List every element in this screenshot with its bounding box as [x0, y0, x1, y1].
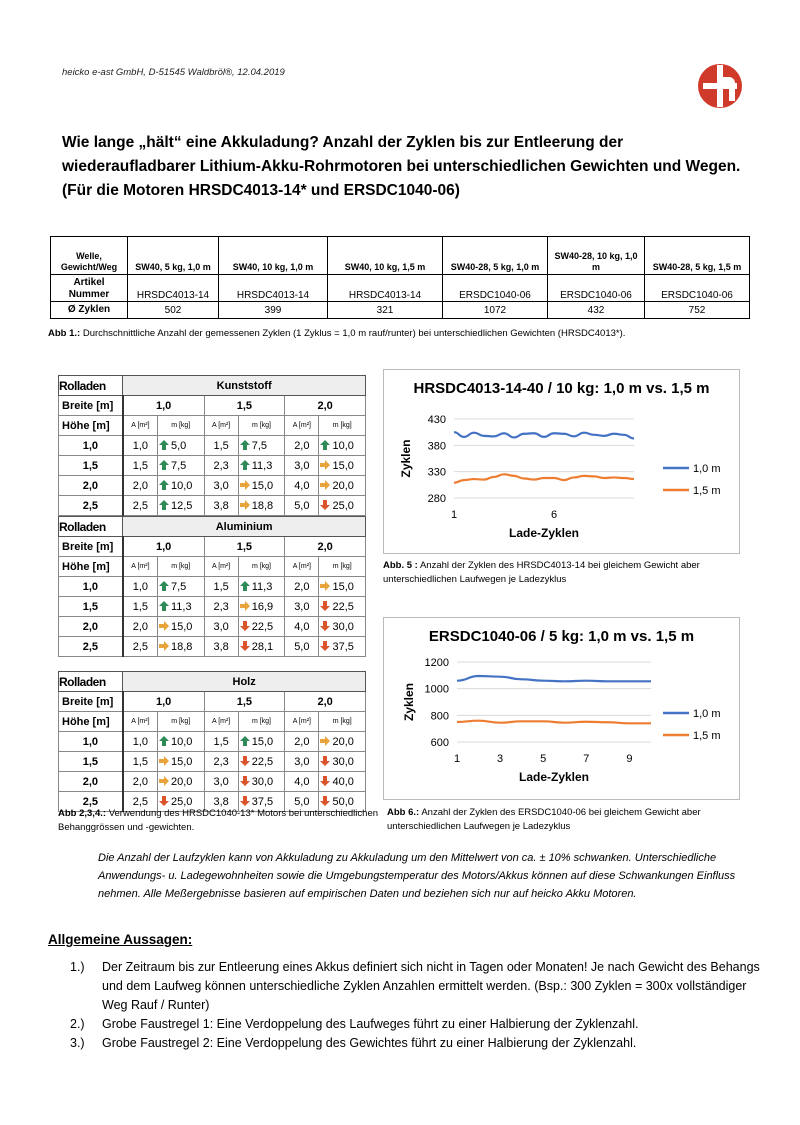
area-cell: 5,0 — [285, 792, 319, 812]
caption-label: Abb 6.: — [387, 807, 420, 818]
mass-value: 15,0 — [332, 581, 354, 593]
breite-label: Breite [m] — [59, 537, 123, 557]
area-cell: 3,8 — [204, 792, 238, 812]
y-tick-label: 600 — [430, 737, 449, 749]
area-cell: 1,0 — [123, 436, 158, 456]
config-cell: SW40-28, 10 kg, 1,0 m — [548, 237, 645, 275]
legend-label: 1,5 m — [693, 485, 721, 497]
chart-ersdc — [383, 617, 740, 800]
config-cell: SW40-28, 5 kg, 1,0 m — [443, 237, 548, 275]
config-cell: SW40, 10 kg, 1,5 m — [328, 237, 443, 275]
x-tick-label: 1 — [450, 509, 458, 521]
tables-caption — [58, 807, 378, 835]
y-tick-label: 280 — [427, 493, 446, 505]
article-cell: ERSDC1040-06 — [443, 275, 548, 302]
arrow-right-icon — [319, 735, 331, 747]
mass-value: 15,0 — [170, 621, 193, 633]
height-header: 1,0 — [59, 577, 123, 597]
list-text: Grobe Faustregel 1: Eine Verdoppelung des Laufweges führt zu einer Halbierung der Zyklenzahl. — [102, 1017, 639, 1031]
x-tick-label: 9 — [626, 753, 633, 765]
material-table-holz — [58, 671, 366, 812]
arrow-right-icon — [158, 620, 170, 632]
mass-cell — [157, 732, 204, 752]
height-header: 1,5 — [59, 752, 123, 772]
arrow-right-icon — [158, 755, 170, 767]
list-number: 1.) — [70, 960, 85, 974]
mass-value: 15,0 — [251, 480, 274, 492]
height-header: 2,5 — [59, 792, 123, 812]
mass-value: 28,1 — [251, 641, 274, 653]
mass-cell — [319, 752, 366, 772]
area-cell: 2,5 — [123, 637, 158, 657]
mass-cell — [319, 597, 366, 617]
y-tick-label: 1000 — [424, 683, 449, 696]
material-name: Holz — [123, 672, 366, 692]
mass-value: 7,5 — [251, 440, 268, 452]
area-cell: 2,0 — [285, 436, 319, 456]
height-header: 2,0 — [59, 617, 123, 637]
mass-cell — [319, 772, 366, 792]
breite-label: Breite [m] — [59, 692, 123, 712]
mass-value: 18,8 — [170, 641, 193, 653]
area-cell: 1,0 — [123, 732, 158, 752]
area-cell: 2,0 — [123, 476, 158, 496]
list-number: 3.) — [70, 1036, 85, 1050]
width-header: 1,0 — [123, 692, 204, 712]
chart-title: ERSDC1040-06 / 5 kg: 1,0 m vs. 1,5 m — [428, 628, 695, 645]
mass-cell — [238, 456, 285, 476]
area-cell: 2,3 — [204, 752, 238, 772]
page-title: Wie lange „hält“ eine Akkuladung? Anzahl der Zyklen bis zur Entleerung der wiederaufladbarer Lithium-Akku-Rohrmotoren bei unterschiedlichen Gewichten und Wegen. (Für die Motoren HRSDC4013-14* und ERSDC1040-06) — [62, 134, 741, 199]
chart2-caption — [387, 806, 757, 834]
legend-label: 1,0 m — [693, 708, 721, 720]
material-table-kunststoff — [58, 375, 366, 516]
mass-cell — [319, 637, 366, 657]
area-cell: 5,0 — [285, 496, 319, 516]
area-cell: 2,3 — [204, 456, 238, 476]
caption-text: Anzahl der Zyklen des ERSDC1040-06 bei gleichem Gewicht aber unterschiedlichen Laufwegen je Ladezyklus — [387, 807, 701, 832]
x-tick-label: 1 — [453, 753, 461, 765]
mass-cell — [157, 577, 204, 597]
mass-cell — [319, 496, 366, 516]
arrow-up-icon — [239, 580, 251, 592]
height-header: 2,0 — [59, 772, 123, 792]
width-header: 1,5 — [204, 396, 285, 416]
width-header: 2,0 — [285, 692, 366, 712]
mass-value: 30,0 — [251, 776, 274, 788]
arrow-right-icon — [319, 479, 331, 491]
y-tick-label: 380 — [427, 440, 446, 453]
config-cell: SW40, 5 kg, 1,0 m — [128, 237, 219, 275]
cycles-cell: 399 — [219, 302, 328, 319]
mass-value: 37,5 — [332, 641, 354, 653]
area-cell: 3,0 — [285, 456, 319, 476]
caption-label: Abb 1.: — [48, 328, 81, 339]
arrow-down-icon — [158, 795, 170, 807]
mass-value: 7,5 — [170, 581, 187, 593]
area-cell: 1,5 — [204, 577, 238, 597]
row-header-article: Artikel Nummer — [51, 275, 128, 302]
height-header: 1,0 — [59, 732, 123, 752]
arrow-down-icon — [319, 640, 331, 652]
chart1-caption — [383, 559, 753, 587]
mass-value: 10,0 — [170, 736, 193, 748]
arrow-up-icon — [239, 459, 251, 471]
y-tick-label: 330 — [427, 466, 446, 479]
arrow-right-icon — [239, 479, 251, 491]
article-cell: HRSDC4013-14 — [219, 275, 328, 302]
mass-value: 10,0 — [170, 480, 193, 492]
area-cell: 2,5 — [123, 496, 158, 516]
mass-cell — [319, 617, 366, 637]
area-header: A [m²] — [123, 557, 158, 577]
arrow-down-icon — [239, 775, 251, 787]
arrow-down-icon — [319, 755, 331, 767]
area-cell: 4,0 — [285, 617, 319, 637]
mass-value: 15,0 — [170, 756, 193, 768]
note-paragraph: Die Anzahl der Laufzyklen kann von Akkuladung zu Akkuladung um den Mittelwert von ca. ± 10% schwanken. Unterschiedliche Anwendungs- u. Ladegewohnheiten sowie die Umgebungstemperatur des Motors/Akkus können auf diese Schwankungen Einfluss nehmen. Alle Meßergebnisse basieren auf empirischen Daten und beziehen sich nur auf heicko Akku Motoren. — [98, 852, 736, 900]
mass-cell — [238, 476, 285, 496]
document-header: heicko e-ast GmbH, D-51545 Waldbröl®, 12.04.2019 — [62, 67, 285, 78]
mass-cell — [238, 436, 285, 456]
list-item — [70, 1015, 760, 1034]
arrow-up-icon — [158, 439, 170, 451]
mass-value: 20,0 — [332, 736, 354, 748]
mass-header: m [kg] — [319, 416, 366, 436]
width-header: 1,5 — [204, 537, 285, 557]
mass-value: 50,0 — [332, 796, 354, 808]
arrow-up-icon — [239, 439, 251, 451]
area-cell: 1,5 — [123, 597, 158, 617]
mass-value: 15,0 — [332, 460, 354, 472]
area-cell: 3,0 — [285, 597, 319, 617]
arrow-right-icon — [158, 775, 170, 787]
cycles-cell: 432 — [548, 302, 645, 319]
height-header: 2,0 — [59, 476, 123, 496]
height-header: 1,5 — [59, 597, 123, 617]
mass-cell — [319, 732, 366, 752]
row-header-cycles: Ø Zyklen — [51, 302, 128, 319]
arrow-right-icon — [158, 640, 170, 652]
area-header: A [m²] — [285, 557, 319, 577]
mass-value: 22,5 — [251, 621, 274, 633]
area-cell: 1,0 — [123, 577, 158, 597]
mass-value: 5,0 — [170, 440, 187, 452]
mass-cell — [238, 617, 285, 637]
x-tick-label: 7 — [583, 753, 590, 765]
article-cell: HRSDC4013-14 — [128, 275, 219, 302]
width-header: 1,5 — [204, 692, 285, 712]
row-header-config: Welle, Gewicht/Weg — [51, 237, 128, 275]
arrow-up-icon — [158, 479, 170, 491]
cycles-cell: 752 — [645, 302, 750, 319]
area-cell: 2,3 — [204, 597, 238, 617]
x-tick-label: 5 — [540, 753, 547, 765]
mass-header: m [kg] — [157, 557, 204, 577]
mass-value: 10,0 — [332, 440, 354, 452]
list-text: Der Zeitraum bis zur Entleerung eines Akkus definiert sich nicht in Tagen oder Monaten! Je nach Gewicht des Behangs und dem Laufweg können unterschiedliche Zyklen Anzahlen ermittelt werden. (Bsp.: 300 Zyklen = 300x vollständiger Weg Rauf / Runter) — [102, 960, 760, 1012]
list-item — [70, 958, 760, 1015]
section-title: Allgemeine Aussagen: — [48, 932, 193, 947]
heicko-logo — [697, 63, 743, 109]
chart-title: HRSDC4013-14-40 / 10 kg: 1,0 m vs. 1,5 m — [413, 380, 710, 397]
mass-cell — [157, 456, 204, 476]
area-cell: 2,0 — [285, 732, 319, 752]
mass-cell — [319, 476, 366, 496]
height-header: 2,5 — [59, 637, 123, 657]
material-name: Aluminium — [123, 517, 366, 537]
area-header: A [m²] — [123, 416, 158, 436]
table-corner: Rolladen — [59, 672, 123, 692]
arrow-down-icon — [319, 600, 331, 612]
mass-cell — [319, 456, 366, 476]
table-corner: Rolladen — [59, 376, 123, 396]
list-text: Grobe Faustregel 2: Eine Verdoppelung des Gewichtes führt zu einer Halbierung der Zyklenzahl. — [102, 1036, 637, 1050]
legend-label: 1,5 m — [693, 730, 721, 742]
arrow-down-icon — [239, 620, 251, 632]
width-header: 2,0 — [285, 537, 366, 557]
arrow-right-icon — [319, 580, 331, 592]
arrow-up-icon — [158, 580, 170, 592]
area-cell: 2,0 — [123, 617, 158, 637]
legend-label: 1,0 m — [693, 463, 721, 475]
area-cell: 3,0 — [204, 617, 238, 637]
area-header: A [m²] — [123, 712, 158, 732]
mass-cell — [157, 597, 204, 617]
chart-hrsdc — [383, 369, 740, 554]
series-line-10m — [457, 676, 651, 681]
mass-header: m [kg] — [157, 416, 204, 436]
mass-value: 40,0 — [332, 776, 354, 788]
arrow-right-icon — [239, 600, 251, 612]
caption-label: Abb. 5 : — [383, 560, 418, 571]
mass-header: m [kg] — [157, 712, 204, 732]
x-axis-label: Lade-Zyklen — [508, 526, 580, 540]
series-line-10m — [454, 432, 634, 438]
mass-value: 11,3 — [251, 581, 273, 593]
mass-header: m [kg] — [238, 416, 285, 436]
mass-cell — [157, 637, 204, 657]
mass-value: 25,0 — [170, 796, 193, 808]
mass-cell — [319, 577, 366, 597]
mass-value: 16,9 — [251, 601, 274, 613]
arrow-up-icon — [158, 499, 170, 511]
material-name: Kunststoff — [123, 376, 366, 396]
mass-cell — [238, 732, 285, 752]
caption-text: Verwendung des HRSDC1040-13* Motors bei unterschiedlichen Behanggrössen und -gewichten. — [58, 808, 379, 833]
mass-cell — [238, 772, 285, 792]
y-tick-label: 430 — [427, 414, 446, 426]
arrow-up-icon — [158, 600, 170, 612]
caption-label: Abb 2,3,4.: — [58, 808, 107, 819]
arrow-right-icon — [319, 459, 331, 471]
area-header: A [m²] — [204, 712, 238, 732]
caption-text: Durchschnittliche Anzahl der gemessenen Zyklen (1 Zyklus = 1,0 m rauf/runter) bei unterschiedlichen Gewichten (HRSDC4013*). — [82, 328, 626, 339]
mass-cell — [157, 772, 204, 792]
mass-value: 30,0 — [332, 621, 354, 633]
arrow-up-icon — [158, 735, 170, 747]
mass-cell — [238, 637, 285, 657]
area-cell: 2,0 — [285, 577, 319, 597]
mass-value: 20,0 — [332, 480, 354, 492]
area-header: A [m²] — [204, 416, 238, 436]
cycles-cell: 502 — [128, 302, 219, 319]
area-cell: 5,0 — [285, 637, 319, 657]
mass-cell — [319, 436, 366, 456]
mass-cell — [238, 597, 285, 617]
mass-value: 22,5 — [251, 756, 274, 768]
cycles-cell: 321 — [328, 302, 443, 319]
mass-cell — [157, 496, 204, 516]
width-header: 2,0 — [285, 396, 366, 416]
x-axis-label: Lade-Zyklen — [518, 770, 590, 784]
mass-value: 37,5 — [251, 796, 274, 808]
mass-value: 12,5 — [170, 500, 193, 512]
arrow-up-icon — [319, 439, 331, 451]
arrow-down-icon — [239, 795, 251, 807]
width-header: 1,0 — [123, 396, 204, 416]
area-cell: 1,5 — [123, 752, 158, 772]
series-line-15m — [454, 474, 634, 482]
y-axis-label: Zyklen — [399, 439, 413, 478]
chart-plot — [384, 618, 739, 799]
mass-value: 11,3 — [170, 601, 192, 613]
area-cell: 1,5 — [204, 436, 238, 456]
height-header: 2,5 — [59, 496, 123, 516]
area-header: A [m²] — [204, 557, 238, 577]
mass-value: 20,0 — [170, 776, 193, 788]
hoehe-label: Höhe [m] — [59, 557, 123, 577]
table-corner: Rolladen — [59, 517, 123, 537]
area-cell: 1,5 — [123, 456, 158, 476]
height-header: 1,5 — [59, 456, 123, 476]
article-cell: HRSDC4013-14 — [328, 275, 443, 302]
area-header: A [m²] — [285, 712, 319, 732]
config-cell: SW40-28, 5 kg, 1,5 m — [645, 237, 750, 275]
article-cell: ERSDC1040-06 — [645, 275, 750, 302]
mass-value: 7,5 — [170, 460, 187, 472]
mass-header: m [kg] — [319, 712, 366, 732]
mass-cell — [157, 476, 204, 496]
arrow-down-icon — [239, 755, 251, 767]
list-number: 2.) — [70, 1017, 85, 1031]
arrow-down-icon — [319, 795, 331, 807]
mass-header: m [kg] — [238, 557, 285, 577]
area-header: A [m²] — [285, 416, 319, 436]
arrow-down-icon — [319, 775, 331, 787]
mass-cell — [238, 577, 285, 597]
mass-cell — [238, 496, 285, 516]
mass-value: 11,3 — [251, 460, 273, 472]
mass-cell — [238, 752, 285, 772]
area-cell: 3,0 — [204, 772, 238, 792]
mass-value: 18,8 — [251, 500, 274, 512]
area-cell: 1,5 — [204, 732, 238, 752]
y-axis-label: Zyklen — [402, 682, 416, 722]
article-cell: ERSDC1040-06 — [548, 275, 645, 302]
area-cell: 4,0 — [285, 772, 319, 792]
mass-value: 30,0 — [332, 756, 354, 768]
area-cell: 4,0 — [285, 476, 319, 496]
x-tick-label: 3 — [497, 753, 504, 765]
series-line-15m — [457, 721, 651, 724]
area-cell: 2,0 — [123, 772, 158, 792]
mass-value: 25,0 — [332, 500, 354, 512]
arrow-right-icon — [239, 499, 251, 511]
table1-caption — [48, 327, 758, 341]
area-cell: 3,0 — [204, 476, 238, 496]
area-cell: 3,8 — [204, 496, 238, 516]
area-cell: 3,0 — [285, 752, 319, 772]
mass-value: 22,5 — [332, 601, 354, 613]
arrow-up-icon — [239, 735, 251, 747]
mass-cell — [157, 436, 204, 456]
material-table-aluminium — [58, 516, 366, 657]
width-header: 1,0 — [123, 537, 204, 557]
mass-header: m [kg] — [319, 557, 366, 577]
cycles-table — [50, 236, 750, 319]
list-item — [70, 1034, 760, 1053]
area-cell: 3,8 — [204, 637, 238, 657]
breite-label: Breite [m] — [59, 396, 123, 416]
cycles-cell: 1072 — [443, 302, 548, 319]
area-cell: 2,5 — [123, 792, 158, 812]
statements-list — [70, 958, 760, 1053]
mass-header: m [kg] — [238, 712, 285, 732]
caption-text: Anzahl der Zyklen des HRSDC4013-14 bei gleichem Gewicht aber unterschiedlichen Laufwegen je Ladezyklus — [383, 560, 700, 585]
hoehe-label: Höhe [m] — [59, 712, 123, 732]
height-header: 1,0 — [59, 436, 123, 456]
arrow-down-icon — [319, 499, 331, 511]
chart-plot — [384, 370, 739, 553]
y-tick-label: 1200 — [424, 657, 449, 669]
mass-cell — [157, 752, 204, 772]
y-tick-label: 800 — [430, 710, 449, 723]
mass-cell — [157, 617, 204, 637]
config-cell: SW40, 10 kg, 1,0 m — [219, 237, 328, 275]
x-tick-label: 6 — [550, 509, 558, 521]
arrow-up-icon — [158, 459, 170, 471]
hoehe-label: Höhe [m] — [59, 416, 123, 436]
arrow-down-icon — [319, 620, 331, 632]
arrow-down-icon — [239, 640, 251, 652]
mass-value: 15,0 — [251, 736, 274, 748]
